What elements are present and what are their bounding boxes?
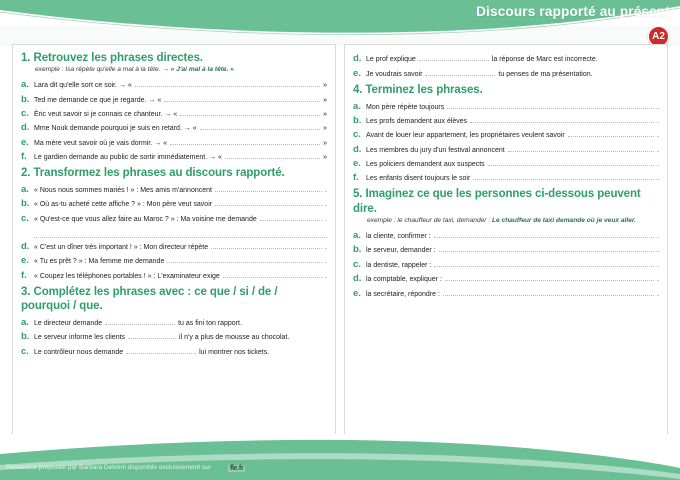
exercise-2-title: 2. Transformez les phrases au discours rapporté.	[21, 167, 285, 180]
answer-blank[interactable]	[215, 185, 322, 192]
item-letter: e.	[353, 287, 361, 299]
item-tail: »	[323, 139, 327, 147]
item-tail: »	[323, 154, 327, 162]
list-item	[353, 98, 659, 112]
left-column	[12, 44, 336, 444]
item-letter: c.	[353, 129, 361, 141]
item-tail: »	[323, 125, 327, 133]
item-tail: .	[657, 132, 659, 140]
item-text: Le serveur informe les clients	[34, 334, 126, 342]
exercise-5-title: 5. Imaginez ce que les personnes ci-dessous peuvent dire.	[353, 188, 641, 215]
list-item	[353, 242, 659, 256]
item-letter: f.	[21, 269, 27, 281]
list-item	[353, 141, 659, 155]
item-letter: b.	[21, 331, 30, 343]
item-tail: tu penses de ma présentation.	[498, 70, 593, 78]
answer-blank[interactable]	[434, 231, 654, 238]
item-text: Les enfants disent toujours le soir	[366, 175, 471, 183]
item-text: Mme Nouk demande pourquoi je suis en retard. → «	[34, 125, 197, 133]
item-tail: tu as fini ton rapport.	[178, 319, 242, 327]
answer-blank[interactable]	[439, 245, 654, 252]
footer-credit: Ressource proposée par Barbara Delvem disponible exclusivement sur	[6, 464, 211, 471]
item-tail: .	[325, 258, 327, 266]
item-text: Avant de louer leur appartement, les propriétaires veulent savoir	[366, 132, 565, 140]
list-item	[353, 51, 659, 65]
list-item	[353, 170, 659, 184]
answer-blank[interactable]	[126, 347, 196, 354]
item-text: « Tu es prêt ? » : Ma femme me demande	[34, 258, 165, 266]
list-item	[21, 91, 327, 105]
answer-blank[interactable]	[180, 109, 320, 116]
list-item	[21, 196, 327, 210]
list-item	[21, 182, 327, 196]
item-letter: d.	[353, 273, 362, 285]
list-item	[21, 315, 327, 329]
item-body	[366, 231, 659, 241]
item-body	[366, 130, 659, 140]
answer-blank[interactable]	[508, 145, 654, 152]
exercise-1	[21, 51, 327, 163]
item-body	[34, 271, 327, 281]
item-letter: a.	[21, 316, 29, 328]
item-letter: c.	[21, 212, 29, 224]
item-text: Le directeur demande	[34, 319, 103, 327]
item-letter: b.	[21, 93, 30, 105]
list-item	[21, 134, 327, 148]
list-item	[21, 210, 327, 224]
item-text: Lara dit qu'elle sort ce soir. → «	[34, 82, 132, 90]
item-body	[366, 245, 659, 255]
answer-blank[interactable]	[443, 289, 654, 296]
item-tail: .	[657, 276, 659, 284]
item-text: « Qu'est-ce que vous allez faire au Maroc ? » : Ma voisine me demande	[34, 215, 257, 223]
list-item	[353, 65, 659, 79]
item-letter: b.	[353, 244, 362, 256]
item-body	[34, 80, 327, 90]
item-tail: .	[325, 201, 327, 209]
list-item	[21, 120, 327, 134]
answer-blank[interactable]	[135, 80, 320, 87]
item-body	[34, 152, 327, 162]
item-text: « Coupez les téléphones portables ! » : L'examinateur exige	[34, 272, 220, 280]
item-tail: .	[325, 272, 327, 280]
item-body	[34, 199, 327, 209]
item-body	[366, 69, 659, 79]
item-letter: c.	[353, 258, 361, 270]
item-letter: c.	[21, 345, 29, 357]
answer-blank[interactable]	[473, 173, 654, 180]
list-item	[21, 253, 327, 267]
answer-blank-continuation[interactable]	[34, 230, 327, 238]
exercise-3-continued	[353, 51, 659, 80]
exercise-3	[21, 285, 327, 358]
item-text: Le gardien demande au public de sortir immédiatement. → «	[34, 154, 222, 162]
list-item	[353, 285, 659, 299]
page-header	[0, 0, 680, 46]
item-tail: .	[657, 146, 659, 154]
item-body	[366, 54, 659, 64]
item-letter: b.	[353, 114, 362, 126]
item-text: Mon père répète toujours	[366, 103, 445, 111]
exercise-1-example	[35, 66, 327, 75]
item-letter: d.	[353, 53, 362, 65]
item-body	[366, 159, 659, 169]
answer-blank[interactable]	[225, 152, 320, 159]
item-tail: la réponse de Marc est incorrecte.	[491, 56, 598, 64]
exercise-1-title: 1. Retrouvez les phrases directes.	[21, 52, 203, 64]
item-tail: .	[657, 261, 659, 269]
item-body	[34, 332, 327, 342]
page-footer	[0, 434, 680, 480]
answer-blank[interactable]	[105, 318, 175, 325]
item-body	[34, 95, 327, 105]
list-item	[21, 239, 327, 253]
answer-blank[interactable]	[128, 332, 176, 339]
item-body	[34, 138, 327, 148]
answer-blank[interactable]	[425, 69, 495, 76]
item-text: « C'est un dîner très important ! » : Mon directeur répète	[34, 244, 209, 252]
item-text: Ted me demande ce que je regarde. → «	[34, 96, 162, 104]
item-text: le serveur, demander :	[366, 247, 436, 255]
answer-blank[interactable]	[470, 116, 654, 123]
item-body	[366, 260, 659, 270]
item-letter: d.	[21, 122, 30, 134]
item-tail: .	[325, 244, 327, 252]
item-letter: d.	[353, 143, 362, 155]
footer-wave-decoration	[0, 434, 680, 480]
item-tail: .	[657, 117, 659, 125]
footer-logo: fle.fr	[230, 465, 244, 472]
exercise-5-example	[367, 217, 659, 226]
answer-blank[interactable]	[447, 102, 654, 109]
list-item	[21, 77, 327, 91]
item-letter: a.	[353, 230, 361, 242]
item-text: la cliente, confirmer :	[366, 233, 431, 241]
level-badge: A2	[648, 26, 669, 46]
item-text: la comptable, expliquer :	[366, 276, 442, 284]
item-letter: a.	[21, 183, 29, 195]
item-text: Éric veut savoir si je connais ce chanteur. → «	[34, 111, 178, 119]
item-body	[34, 242, 327, 252]
item-text: Ma mère veut savoir où je vais dormir. → «	[34, 139, 168, 147]
answer-blank[interactable]	[419, 54, 489, 61]
item-text: Le prof explique	[366, 56, 416, 64]
answer-blank[interactable]	[211, 242, 322, 249]
item-body	[366, 145, 659, 155]
item-text: Les profs demandent aux élèves	[366, 117, 468, 125]
worksheet-body	[12, 44, 668, 444]
list-item	[353, 256, 659, 270]
item-letter: a.	[353, 100, 361, 112]
item-body	[34, 123, 327, 133]
item-text: « Nous nous sommes mariés ! » : Mes amis m'annoncent	[34, 186, 212, 194]
item-tail: lui montrer nos tickets.	[199, 348, 270, 356]
item-tail: »	[323, 96, 327, 104]
item-letter: a.	[21, 79, 29, 91]
item-tail: .	[657, 233, 659, 241]
exercise-5-example-answer: Le chauffeur de taxi demande où je veux aller.	[492, 217, 636, 225]
item-body	[366, 116, 659, 126]
exercise-1-example-prompt: exemple : Isa répète qu'elle a mal à la tête. →	[35, 66, 171, 74]
answer-blank[interactable]	[223, 271, 322, 278]
item-tail: »	[323, 111, 327, 119]
right-column	[344, 44, 668, 444]
item-tail: .	[657, 175, 659, 183]
item-letter: e.	[353, 67, 361, 79]
item-body	[366, 102, 659, 112]
answer-blank[interactable]	[200, 123, 320, 130]
list-item	[21, 267, 327, 281]
item-letter: f.	[21, 151, 27, 163]
item-body	[34, 214, 327, 224]
answer-blank[interactable]	[260, 214, 322, 221]
item-body	[34, 185, 327, 195]
item-body	[366, 289, 659, 299]
item-body	[34, 347, 327, 357]
item-letter: e.	[21, 136, 29, 148]
item-body	[34, 318, 327, 328]
list-item	[21, 329, 327, 343]
list-item	[21, 343, 327, 357]
answer-blank[interactable]	[170, 138, 320, 145]
item-text: Les membres du jury d'un festival annoncent	[366, 146, 505, 154]
item-body	[34, 109, 327, 119]
exercise-4	[353, 83, 659, 185]
page-title: Discours rapporté au présent	[476, 4, 670, 19]
exercise-3-title: 3. Complétez les phrases avec : ce que / si / de / pourquoi / que.	[21, 285, 278, 313]
item-tail: il n'y a plus de mousse au chocolat.	[179, 334, 290, 342]
item-tail: .	[657, 290, 659, 298]
item-letter: f.	[353, 172, 359, 184]
item-body	[34, 256, 327, 266]
item-letter: b.	[21, 198, 30, 210]
item-tail: »	[323, 82, 327, 90]
answer-blank[interactable]	[434, 260, 654, 267]
item-tail: .	[657, 103, 659, 111]
item-text: « Où as-tu acheté cette affiche ? » : Mon père veut savoir	[34, 201, 213, 209]
item-text: Je voudrais savoir	[366, 70, 423, 78]
list-item	[21, 149, 327, 163]
item-body	[366, 274, 659, 284]
answer-blank[interactable]	[164, 95, 320, 102]
item-letter: e.	[353, 158, 361, 170]
item-letter: d.	[21, 241, 30, 253]
answer-blank[interactable]	[568, 130, 654, 137]
item-text: la secrétaire, répondre :	[366, 290, 440, 298]
answer-blank[interactable]	[488, 159, 654, 166]
list-item	[353, 271, 659, 285]
list-item	[21, 106, 327, 120]
item-letter: c.	[21, 108, 29, 120]
answer-blank[interactable]	[215, 199, 322, 206]
item-text: la dentiste, rappeler :	[366, 261, 432, 269]
item-tail: .	[325, 186, 327, 194]
item-letter: e.	[21, 255, 29, 267]
list-item	[353, 113, 659, 127]
exercise-2	[21, 166, 327, 282]
item-tail: .	[657, 161, 659, 169]
list-item	[353, 228, 659, 242]
exercise-1-example-answer: « J'ai mal à la tête. »	[170, 66, 234, 74]
item-tail: .	[325, 215, 327, 223]
answer-blank[interactable]	[167, 256, 322, 263]
list-item	[353, 127, 659, 141]
item-tail: .	[657, 247, 659, 255]
exercise-5-example-prompt: exemple : le chauffeur de taxi, demander :	[367, 217, 492, 225]
exercise-4-title: 4. Terminez les phrases.	[353, 83, 483, 96]
item-text: Le contrôleur nous demande	[34, 348, 124, 356]
list-item	[353, 156, 659, 170]
exercise-5	[353, 187, 659, 299]
item-body	[366, 173, 659, 183]
answer-blank[interactable]	[445, 274, 654, 281]
item-text: Les policiers demandent aux suspects	[366, 161, 485, 169]
